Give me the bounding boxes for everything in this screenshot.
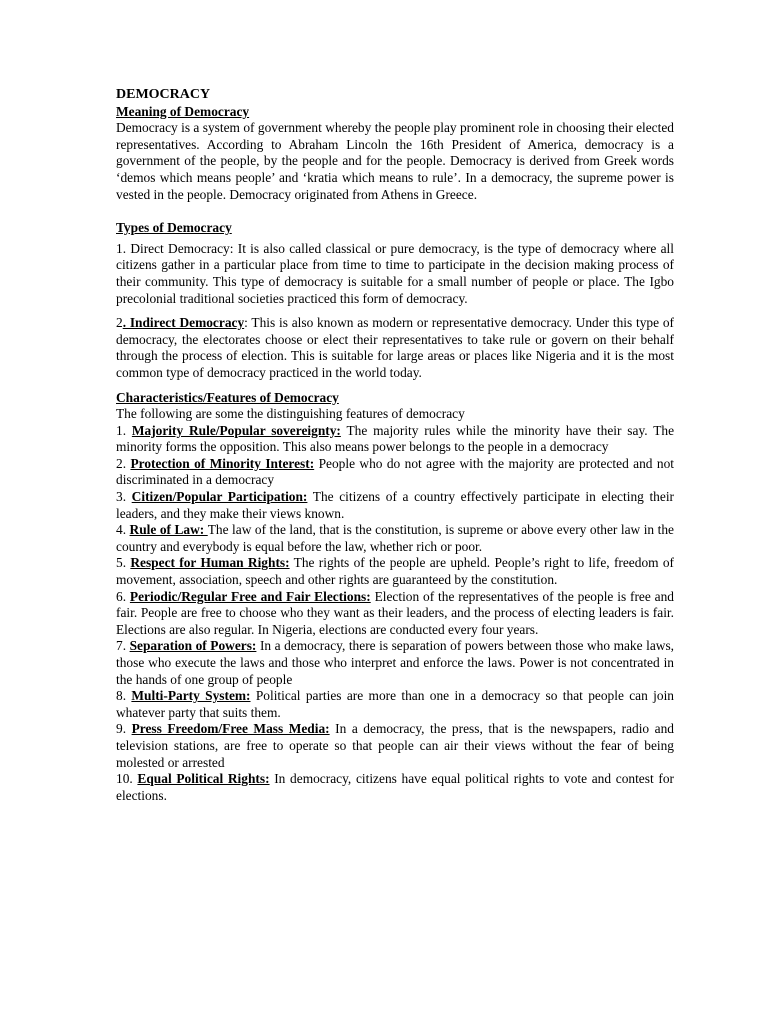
item-number: 4. (116, 522, 130, 538)
item-number: 9. (116, 721, 132, 737)
item-number: 2. (116, 455, 131, 471)
spacer (116, 307, 674, 315)
item-text: In a democracy, the press, that is the newspapers, radio and television stations, are free to operate so that people can air their views without the fear of being molested or arrested (116, 721, 674, 770)
item-term: Multi-Party System: (131, 688, 251, 704)
item-number: 1. (116, 422, 132, 438)
feature-item (116, 688, 674, 721)
item-term: Periodic/Regular Free and Fair Elections: (129, 588, 371, 604)
item-text: The law of the land, that is the constitution, is supreme or above every other law in the country and everybody is equal before the law, whether rich or poor. (116, 522, 674, 554)
item-term: Citizen/Popular Participation: (131, 489, 308, 505)
meaning-paragraph: Democracy is a system of government whereby the people play prominent role in choosing their elected representatives. According to Abraham Lincoln the 16th President of America, democracy is a government of the people, by the people and for the people. Democracy is derived from Greek words ‘demos which means people’ and ‘kratia which means to rule’. In a democracy, the supreme power is vested in the people. Democracy originated from Athens in Greece. (116, 120, 674, 202)
item-term: . Indirect Democracy (122, 315, 245, 331)
spacer (116, 203, 674, 220)
item-term: Majority Rule/Popular sovereignty: (131, 422, 341, 438)
item-number: 3. (116, 489, 132, 505)
meaning-heading: Meaning of Democracy (116, 103, 250, 119)
document-title: DEMOCRACY (116, 87, 211, 102)
item-term: Press Freedom/Free Mass Media: (131, 721, 330, 737)
item-text: In democracy, citizens have equal political rights to vote and contest for elections. (116, 771, 674, 803)
feature-item (116, 638, 674, 688)
spacer (116, 382, 674, 390)
item-term: Separation of Powers: (129, 638, 257, 654)
feature-item (116, 522, 674, 555)
item-number: 5. (116, 555, 131, 571)
feature-item (116, 489, 674, 522)
item-text: Direct Democracy: It is also called classical or pure democracy, is the type of democracy where all citizens gather in a particular place from time to time to participate in the decision making process of their community. This type of democracy is suitable for a small number of people or place. The Igbo precolonial traditional societies practiced this form of democracy. (116, 240, 674, 306)
feature-item (116, 456, 674, 489)
feature-item (116, 589, 674, 639)
types-item (116, 315, 674, 381)
item-text: The rights of the people are upheld. People’s right to life, freedom of movement, association, speech and other rights are guaranteed by the constitution. (116, 555, 675, 588)
item-number: 7. (116, 638, 130, 654)
item-number: 1. (116, 240, 131, 256)
item-term: Protection of Minority Interest: (130, 455, 315, 471)
types-item (116, 241, 674, 307)
feature-item (116, 555, 674, 588)
item-number: 8. (116, 688, 132, 704)
item-number: 2 (116, 315, 123, 331)
item-text: In a democracy, there is separation of powers between those who make laws, those who execute the laws and those who interpret and enforce the laws. Power is not concentrated in the hands of one group of people (116, 638, 675, 687)
item-text: The citizens of a country effectively participate in electing their leaders, and they make their views known. (116, 489, 675, 521)
item-text: Political parties are more than one in a democracy so that people can join whatever party that suits them. (116, 688, 674, 720)
features-heading: Characteristics/Features of Democracy (116, 389, 339, 405)
item-text: People who do not agree with the majority are protected and not discriminated in a democracy (116, 455, 674, 488)
item-text: Election of the representatives of the people is free and fair. People are free to choose who they want as their leaders, and the process of electing leaders is fair. Elections are also regular. In Nigeria, elections are conducted every four years. (116, 588, 675, 637)
item-text: : This is also known as modern or representative democracy. Under this type of democracy, the electorates choose or elect their representatives to take rule or govern on their behalf through the process of election. This is suitable for large areas or places like Nigeria and it is the most common type of democracy practiced in the world today. (116, 315, 674, 380)
document-page (116, 87, 674, 804)
item-number: 6. (116, 588, 130, 604)
item-term: Rule of Law: (129, 522, 208, 538)
feature-item (116, 423, 674, 456)
item-text: The majority rules while the minority have their say. The minority forms the opposition. This also means power belongs to the people in a democracy (116, 422, 675, 455)
item-term: Respect for Human Rights: (130, 555, 290, 571)
feature-item (116, 771, 674, 804)
item-term: Equal Political Rights: (137, 771, 270, 787)
item-number: 10. (116, 771, 138, 787)
features-intro: The following are some the distinguishing features of democracy (116, 406, 465, 422)
types-heading: Types of Democracy (116, 220, 232, 236)
feature-item (116, 721, 674, 771)
